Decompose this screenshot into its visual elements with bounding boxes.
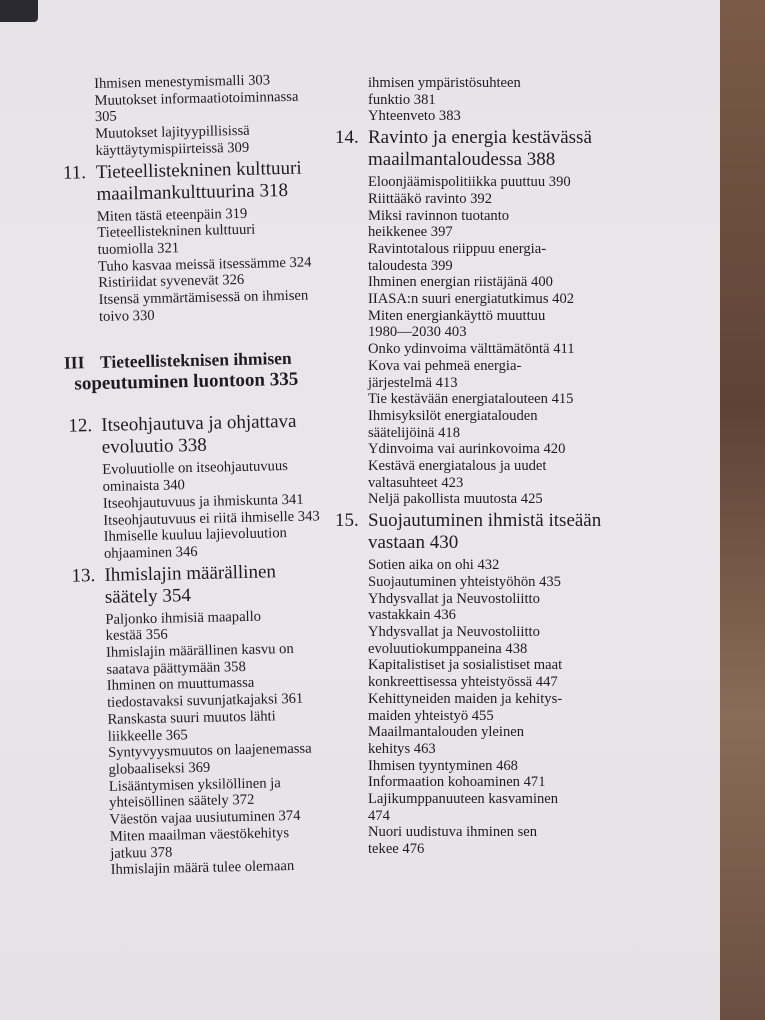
toc-entry: Kapitalistiset ja sosialistiset maat konkreettisessa yhteistyössä 447	[368, 657, 563, 691]
toc-entry: Väestön vajaa uusiutuminen 374	[109, 807, 301, 828]
toc-entry: Kestävä energiatalous ja uudet valtasuhteet 423	[368, 458, 547, 491]
toc-entry: Ihmisen tyyntyminen 468	[368, 757, 518, 774]
toc-entry: Ihmiselle kuuluu lajievoluution ohjaaminen 346	[103, 525, 288, 562]
toc-entry: Informaation kohoaminen 471	[368, 774, 546, 791]
toc-entry: Suojautuminen yhteistyöhön 435	[368, 573, 561, 590]
toc-entry: Ranskasta suuri muutos lähti liikkeelle 365	[107, 708, 276, 745]
toc-entry: Ihmisen menestymismalli 303	[94, 72, 271, 92]
toc-entry: Eloonjäämispolitiikka puuttuu 390	[368, 174, 571, 191]
toc-entry: Onko ydinvoima välttämätöntä 411	[368, 341, 575, 358]
toc-entry: Ristiriidat syvenevät 326	[98, 272, 245, 292]
toc-entry: Ihminen energian riistäjänä 400	[368, 274, 553, 291]
part-number: III	[63, 352, 85, 374]
toc-entry: ihmisen ympäristösuhteen funktio 381	[368, 75, 521, 108]
toc-entry: Miten tästä eteenpäin 319	[96, 205, 248, 225]
toc-entry: Tie kestävään energiatalouteen 415	[368, 391, 574, 408]
toc-entry: Miksi ravinnon tuotanto heikkenee 397	[368, 207, 510, 241]
part-title-line2: sopeutuminen luontoon 335	[74, 369, 299, 395]
toc-entry: Maailmantalouden yleinen kehitys 463	[368, 724, 525, 757]
toc-entry: Yhdysvallat ja Neuvostoliitto vastakkain 436	[368, 590, 540, 624]
toc-entry: Paljonko ihmisiä maapallo kestää 356	[105, 608, 262, 645]
toc-entry: Ihmisyksilöt energiatalouden säätelijöinä 418	[368, 407, 538, 441]
toc-entry: Muutokset informaatiotoiminnassa 305	[94, 88, 299, 126]
book-edge	[717, 0, 765, 1020]
toc-entry: Miten energiankäyttö muuttuu 1980—2030 403	[368, 307, 546, 341]
toc-entry: Kova vai pehmeä energia- järjestelmä 413	[368, 357, 522, 391]
chapter-title: Ravinto ja energia kestävässä maailmantaloudessa 388	[368, 127, 592, 171]
chapter-number: 11.	[62, 161, 87, 184]
toc-entry: Ihmislajin määrä tulee olemaan	[110, 858, 295, 879]
toc-right-column	[335, 75, 668, 858]
toc-entry: Itseohjautuvuus ja ihmiskunta 341	[102, 491, 304, 512]
toc-chapter-heading	[335, 127, 668, 171]
toc-entry: Ihminen on muuttumassa tiedostavaksi suvunjatkajaksi 361	[106, 675, 304, 712]
toc-entry: Sotien aika on ohi 432	[368, 557, 500, 574]
toc-part-heading	[63, 346, 371, 396]
chapter-number: 15.	[335, 510, 359, 532]
chapter-number: 12.	[68, 415, 93, 438]
toc-chapter-heading	[71, 559, 375, 609]
toc-entry: Itseohjautuvuus ei riitä ihmiselle 343	[103, 507, 320, 529]
chapter-title: Tieteellistekninen kulttuuri maailmankulttuurina 318	[95, 157, 302, 205]
toc-entry: Miten maailman väestökehitys jatkuu 378	[109, 824, 290, 862]
chapter-number: 13.	[71, 564, 96, 587]
toc-entry: Riittääkö ravinto 392	[368, 190, 493, 207]
chapter-title: Itseohjautuva ja ohjattava evoluutio 338	[101, 411, 297, 459]
toc-entry: Evoluutiolle on itseohjautuvuus ominaista 340	[102, 458, 289, 496]
toc-left-column	[62, 70, 381, 879]
toc-entry: Kehittyneiden maiden ja kehitys- maiden yhteistyö 455	[368, 690, 563, 724]
toc-entry: Nuori uudistuva ihminen sen tekee 476	[368, 824, 538, 858]
toc-entry: Ydinvoima vai aurinkovoima 420	[368, 441, 566, 458]
toc-entry: Lisääntymisen yksilöllinen ja yhteisöllinen säätely 372	[108, 774, 281, 812]
toc-entry: IIASA:n suuri energiatutkimus 402	[368, 291, 575, 308]
toc-entry: Neljä pakollista muutosta 425	[368, 491, 543, 508]
toc-chapter-heading	[335, 510, 668, 554]
toc-entry: Itsensä ymmärtämisessä on ihmisen toivo 330	[98, 287, 309, 325]
chapter-number: 14.	[335, 127, 359, 149]
toc-chapter-heading	[62, 156, 367, 206]
toc-entry: Tieteellistekninen kulttuuri tuomiolla 321	[97, 221, 256, 258]
toc-chapter-heading	[68, 410, 372, 460]
dark-corner	[0, 0, 38, 22]
part-title: Tieteellisteknisen ihmisen	[99, 348, 292, 373]
toc-entry: Ihmislajin määrällinen kasvu on saatava päättymään 358	[105, 641, 294, 678]
toc-entry: Yhteenveto 383	[368, 108, 461, 125]
toc-entry: Ravintotalous riippuu energia- taloudesta 399	[368, 240, 547, 274]
toc-entry: Syntyvyysmuutos on laajenemassa globaaliseksi 369	[108, 740, 312, 778]
chapter-title: Ihmislajin määrällinen säätely 354	[104, 560, 277, 608]
toc-entry: Tuho kasvaa meissä itsessämme 324	[97, 254, 312, 275]
toc-entry: Muutokset lajityypillisissä käyttäytymispiirteissä 309	[95, 122, 250, 159]
toc-entry: Lajikumppanuuteen kasvaminen 474	[368, 791, 559, 824]
toc-entry: Yhdysvallat ja Neuvostoliitto evoluutiokumppaneina 438	[368, 623, 540, 657]
chapter-title: Suojautuminen ihmistä itseään vastaan 430	[368, 510, 602, 554]
